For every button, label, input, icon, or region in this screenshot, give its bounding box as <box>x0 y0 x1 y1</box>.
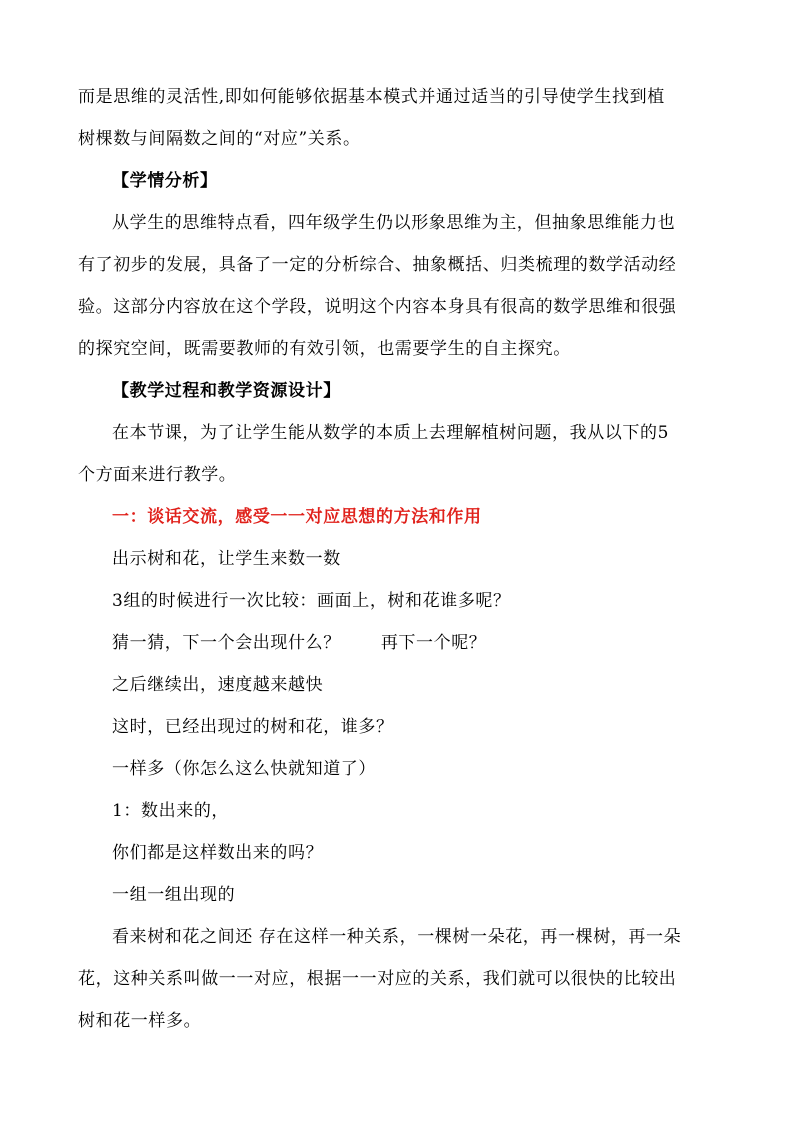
process-line-2: 个方面来进行教学。 <box>78 465 237 485</box>
part1-line-6: 一样多（你怎么这么快就知道了） <box>112 759 376 779</box>
part1-line-3 <box>112 631 486 655</box>
heading-teaching-process: 【教学过程和教学资源设计】 <box>112 381 341 401</box>
part1-line-11: 花，这种关系叫做一一对应，根据一一对应的关系，我们就可以很快的比较出 <box>78 969 677 989</box>
process-line-1: 在本节课，为了让学生能从数学的本质上去理解植树问题，我从以下的5 <box>112 423 670 443</box>
student-line-3: 验。这部分内容放在这个学段，说明这个内容本身具有很高的数学思维和很强 <box>78 297 677 317</box>
part1-line-4: 之后继续出，速度越来越快 <box>112 675 324 695</box>
student-line-4: 的探究空间，既需要教师的有效引领，也需要学生的自主探究。 <box>78 339 571 359</box>
part1-line-12: 树和花一样多。 <box>78 1011 202 1031</box>
student-line-1: 从学生的思维特点看，四年级学生仍以形象思维为主，但抽象思维能力也 <box>112 213 676 233</box>
heading-student-analysis: 【学情分析】 <box>112 171 218 191</box>
intro-line-2: 树棵数与间隔数之间的“对应”关系。 <box>78 129 361 149</box>
part1-line-10: 看来树和花之间还 存在这样一种关系，一棵树一朵花，再一棵树，再一朵 <box>112 927 682 947</box>
part1-line-2: 3组的时候进行一次比较：画面上，树和花谁多呢？ <box>112 591 511 611</box>
part1-line-8: 你们都是这样数出来的吗？ <box>112 843 324 863</box>
part1-line-3b: 再下一个呢？ <box>380 633 487 653</box>
part1-line-3a: 猜一猜，下一个会出现什么？ <box>112 633 341 653</box>
student-line-2: 有了初步的发展，具备了一定的分析综合、抽象概括、归类梳理的数学活动经 <box>78 255 677 275</box>
part1-title: 一：谈话交流，感受一一对应思想的方法和作用 <box>112 507 482 527</box>
intro-line-1: 而是思维的灵活性,即如何能够依据基本模式并通过适当的引导使学生找到植 <box>78 87 665 107</box>
part1-line-1: 出示树和花，让学生来数一数 <box>112 549 341 569</box>
part1-line-5: 这时，已经出现过的树和花，谁多？ <box>112 717 394 737</box>
part1-line-9: 一组一组出现的 <box>112 885 236 905</box>
part1-line-7: 1：数出来的， <box>112 801 230 821</box>
